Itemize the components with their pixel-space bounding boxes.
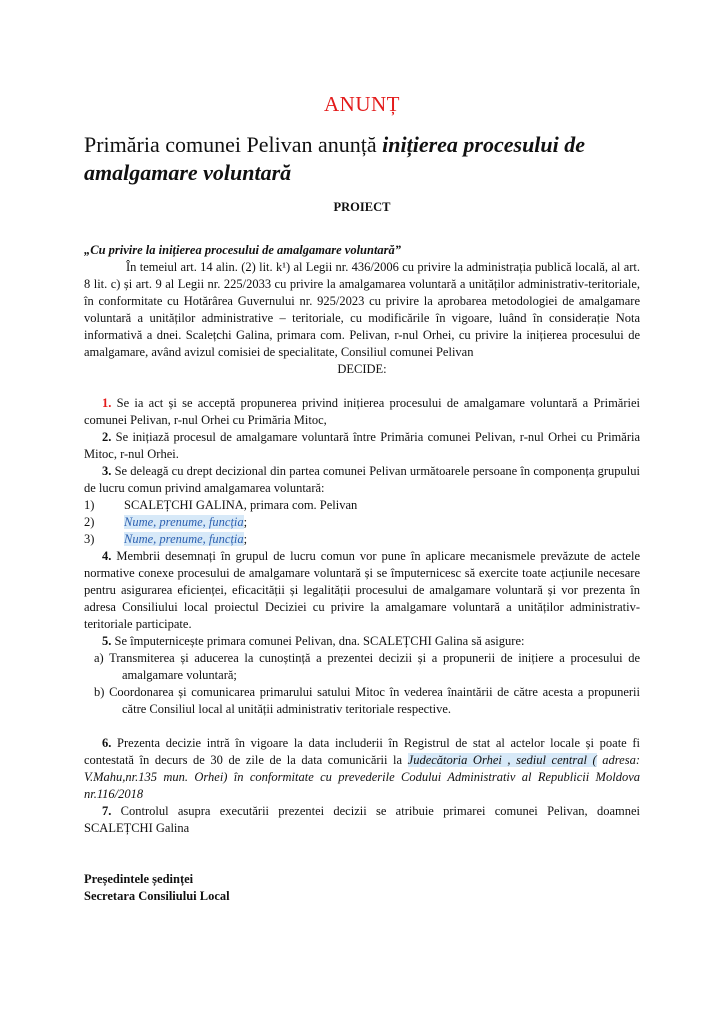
delegate-2 xyxy=(84,514,640,531)
document-body xyxy=(84,242,640,905)
delegate-3 xyxy=(84,531,640,548)
item-number: 7. xyxy=(102,804,112,818)
sub-item-text: Coordonarea și comunicarea primarului satului Mitoc în vederea înaintării de către acesta a propunerii către Consiliul local al unității administrativ teritoriale respective. xyxy=(109,685,640,716)
delegate-number: 3) xyxy=(84,532,95,546)
list-item-7 xyxy=(84,803,640,837)
item-text: Controlul asupra executării prezentei decizii se atribuie primarei comunei Pelivan, doamnei SCALEȚCHI Galina xyxy=(84,804,641,835)
signature-secretary: Secretara Consiliului Local xyxy=(84,889,230,903)
list-item-3 xyxy=(84,463,640,497)
list-item-1 xyxy=(84,395,640,429)
item-text: Se inițiază procesul de amalgamare voluntară între Primăria comunei Pelivan, r-nul Orhei cu Primăria Mitoc, r-nul Orhei. xyxy=(84,430,641,461)
item-number: 1. xyxy=(102,396,112,410)
delegate-name: SCALEȚCHI GALINA xyxy=(124,498,244,512)
intro-body: În temeiul art. 14 alin. (2) lit. k¹) al Legii nr. 436/2006 cu privire la administrația publică locală, al art. 8 lit. c) și art. 9 al Legii nr. 225/2033 cu privire la amalgamarea voluntară a unităților administrativ-teritoriale, în conformitate cu Hotărârea Guvernului nr. 925/2023 cu privire la aprobarea metodologiei de amalgamare voluntară a unităților administrative – teritoriale, cu modificările în vigoare, luând în considerație Nota informativă a dnei. Scalețchi Galina, primara com. Pelivan, r-nul Orhei, cu privire la inițierea procesului de amalgamare, având avizul comisiei de specialitate, Consiliul comunei Pelivan xyxy=(84,260,640,359)
item-text: Se ia act și se acceptă propunerea privind inițierea procesului de amalgamare voluntară a Primăriei comunei Pelivan, r-nul Orhei cu Primăria Mitoc, xyxy=(84,396,640,427)
announcement-title: ANUNȚ xyxy=(324,92,400,116)
delegate-number: 2) xyxy=(84,515,95,529)
item-text: Se deleagă cu drept decizional din partea comunei Pelivan următoarele persoane în componența grupului de lucru comun privind amalgamarea voluntară: xyxy=(84,464,641,495)
item-number: 2. xyxy=(102,430,112,444)
item-text: Prezenta decizie intră în vigoare la data includerii în Registrul de stat al actelor locale și poate fi contestată în decurs de 30 de zile de la data comunicării la xyxy=(84,736,640,767)
headline xyxy=(84,131,684,187)
intro-title: „Cu privire la inițierea procesului de amalgamare voluntară” xyxy=(84,243,402,257)
sub-item-b xyxy=(84,684,640,718)
list-item-4 xyxy=(84,548,640,633)
spacer xyxy=(84,854,640,871)
delegate-semicolon: ; xyxy=(243,515,248,529)
sub-item-letter: a) xyxy=(94,651,104,665)
delegate-placeholder: Nume, prenume, funcția xyxy=(124,515,244,529)
delegate-semicolon: ; xyxy=(243,532,248,546)
spacer xyxy=(84,378,640,395)
delegate-role: , primara com. Pelivan xyxy=(243,498,358,512)
list-item-2 xyxy=(84,429,640,463)
court-address: adresa: V.Mahu,nr.135 mun. Orhei) în conformitate cu prevederile Codului Administrativ al Republicii Moldova nr.116/2018 xyxy=(84,753,640,801)
sub-item-a xyxy=(84,650,640,684)
item-number: 4. xyxy=(102,549,112,563)
headline-emphasis: inițierea procesului de amalgamare voluntară xyxy=(84,132,586,185)
spacer xyxy=(84,837,640,854)
item-number: 6. xyxy=(102,736,112,750)
item-number: 3. xyxy=(102,464,112,478)
headline-plain: Primăria comunei Pelivan anunță xyxy=(84,132,383,157)
sub-item-letter: b) xyxy=(94,685,105,699)
project-label: PROIECT xyxy=(333,200,391,214)
item-text: Se împuternicește primara comunei Pelivan, dna. SCALEȚCHI Galina să asigure: xyxy=(114,634,525,648)
list-item-5 xyxy=(84,633,640,650)
delegate-1 xyxy=(84,497,640,514)
spacer xyxy=(84,718,640,735)
signature-chair: Președintele ședinței xyxy=(84,872,194,886)
item-text: Membrii desemnați în grupul de lucru comun vor pune în aplicare mecanismele prevăzute de actele normative conexe procesului de amalgamare voluntară și se împuternicesc să exercite toate acțiunile necesare pentru asigurarea eficienței, eficacității și legalității procesului de amalgamare voluntară și vor prezenta în adresa Consiliului local proiectul Deciziei cu privire la amalgamare voluntară a unităților administrativ-teritoriale participate. xyxy=(84,549,641,631)
item-number: 5. xyxy=(102,634,112,648)
court-highlight: Judecătoria Orhei , sediul central ( xyxy=(407,753,597,767)
delegate-placeholder: Nume, prenume, funcția xyxy=(124,532,244,546)
list-item-6 xyxy=(84,735,640,803)
decide-heading: DECIDE: xyxy=(337,362,387,376)
delegate-number: 1) xyxy=(84,498,95,512)
sub-item-text: Transmiterea și aducerea la cunoștință a prezentei decizii și a propunerii de inițiere a procesului de amalgamare voluntară; xyxy=(109,651,641,682)
